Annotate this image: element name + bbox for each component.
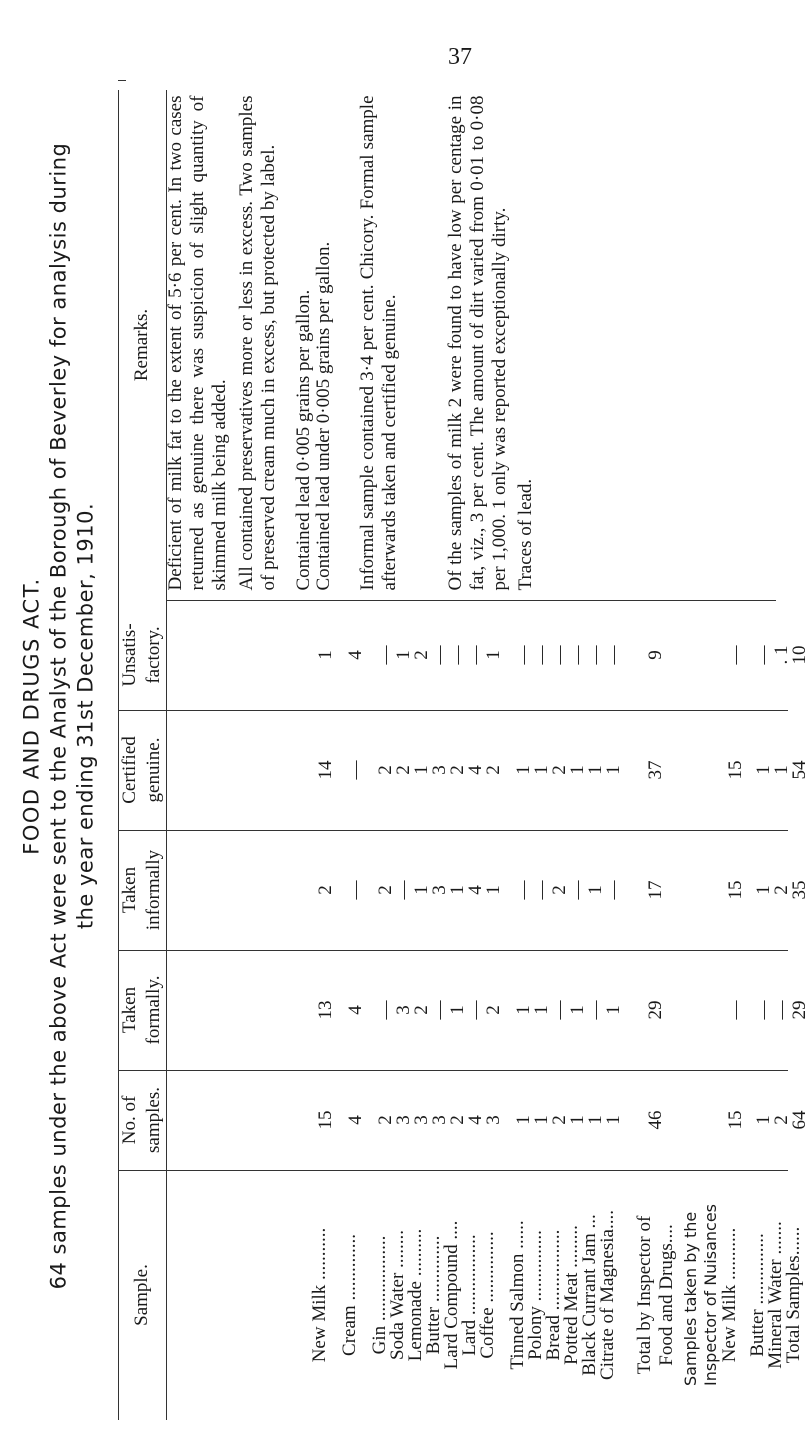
- cell-genuine: —: [345, 760, 366, 780]
- cell-formal: —: [375, 1000, 396, 1020]
- cell-informal: 2: [771, 885, 792, 895]
- cell-sample-name: Mineral Water .......: [765, 1221, 786, 1369]
- cell-informal: —: [393, 880, 414, 900]
- cell-informal: 1: [447, 885, 468, 895]
- cell-formal: 1: [603, 1005, 624, 1015]
- page-number: 37: [448, 44, 472, 70]
- cell-informal: 2: [375, 885, 396, 895]
- cell-sample-name: Polony ...............: [525, 1230, 546, 1360]
- cell-informal: 1: [585, 885, 606, 895]
- cell-genuine: 14: [315, 760, 336, 780]
- title-block: [0, 0, 118, 1432]
- cell-formal: —: [753, 1000, 774, 1020]
- cell-sample-name: Tinned Salmon ......: [507, 1220, 528, 1370]
- cell-informal: 1: [483, 885, 504, 895]
- cell-sample-name: Butter ..............: [423, 1235, 444, 1355]
- cell-sample-name: Black Currant Jam ...: [579, 1214, 600, 1376]
- cell-formal: —: [585, 1000, 606, 1020]
- subtitle-line-1: 64 samples under the above Act were sent to the Analyst of the Borough of Beverley for analysis during: [46, 142, 71, 1290]
- total-inspector-label-1: Total by Inspector of: [634, 1215, 655, 1375]
- cell-genuine: 1: [585, 765, 606, 775]
- cell-genuine: 4: [465, 765, 486, 775]
- cell-genuine: 2: [447, 765, 468, 775]
- cell-unsat: —: [429, 645, 450, 665]
- header-informal: Taken informally: [119, 849, 164, 931]
- cell-unsat: . 1: [771, 645, 792, 665]
- cell-sample-name: Lard .................: [459, 1234, 480, 1356]
- header-informal-cell: [118, 830, 166, 950]
- cell-genuine: 1: [753, 765, 774, 775]
- remark-item: [516, 90, 536, 595]
- cell-genuine: 2: [393, 765, 414, 775]
- cell-unsat: —: [375, 645, 396, 665]
- cell-formal: 1: [567, 1005, 588, 1015]
- remark-item: [165, 90, 230, 595]
- cell-no: 1: [513, 1115, 534, 1125]
- remark-item: [445, 90, 510, 595]
- cell-unsat: 10: [789, 645, 810, 665]
- cell-sample-name: Total Samples......: [783, 1226, 804, 1364]
- cell-informal: —: [513, 880, 534, 900]
- cell-genuine: 1: [513, 765, 534, 775]
- cell-unsat: —: [465, 645, 486, 665]
- cell-genuine: 54: [789, 760, 810, 780]
- remark-item: [350, 90, 408, 595]
- cell-informal: 15: [725, 880, 746, 900]
- cell-informal: 3: [429, 885, 450, 895]
- table-row: [405, 80, 432, 1420]
- header-remarks-cell: [118, 90, 166, 600]
- header-unsat-cell: [118, 600, 166, 710]
- cell-sample-name: Lemonade ..........: [405, 1228, 426, 1362]
- total-inspector-label-2: Food and Drugs....: [656, 1224, 677, 1366]
- cell-no: 3: [483, 1115, 504, 1125]
- cell-unsat: —: [567, 645, 588, 665]
- cell-sample-name: Citrate of Magnesia....: [597, 1210, 618, 1380]
- header-remarks: Remarks.: [131, 308, 152, 382]
- cell-sample-name: Butter ...............: [747, 1233, 768, 1357]
- remark-item: [314, 90, 334, 595]
- cell-genuine: 1: [567, 765, 588, 775]
- cell-unsat: —: [549, 645, 570, 665]
- cell-formal: 1: [447, 1005, 468, 1015]
- remark-text: Contained lead under 0·005 grains per gallon.: [313, 241, 334, 590]
- header-formal: Taken formally.: [119, 975, 164, 1045]
- cell-total-informal: 17: [645, 880, 666, 900]
- cell-formal: 3: [393, 1005, 414, 1015]
- remark-text: Of the samples of milk 2 were found to have low per centage in fat, viz., 3 per cent. The amount of dirt varied from 0·01 to 0·08 per 1,000. 1 only was reported exceptionally dirty.: [445, 95, 510, 590]
- cell-genuine: 2: [483, 765, 504, 775]
- cell-unsat: 1: [483, 650, 504, 660]
- remark-text: All contained preservatives more or less in excess. Two samples of preserved cream much in excess, but protected by label.: [236, 95, 279, 590]
- total-inspector-row: [634, 80, 677, 1420]
- cell-genuine: 1: [411, 765, 432, 775]
- cell-genuine: 1: [771, 765, 792, 775]
- cell-genuine: 2: [375, 765, 396, 775]
- cell-total-no: 46: [645, 1110, 666, 1130]
- cell-no: 2: [447, 1115, 468, 1125]
- cell-sample-name: New Milk ...........: [309, 1227, 330, 1363]
- cell-formal: 2: [411, 1005, 432, 1015]
- remark-item: [230, 90, 286, 595]
- cell-sample-name: Potted Meat .........: [561, 1225, 582, 1365]
- cell-sample-name: Bread .................: [543, 1229, 564, 1361]
- cell-no: 2: [375, 1115, 396, 1125]
- nuisances-header: [681, 1170, 720, 1420]
- cell-unsat: —: [531, 645, 552, 665]
- cell-informal: —: [531, 880, 552, 900]
- cell-no: 2: [771, 1115, 792, 1125]
- cell-unsat: 1: [315, 650, 336, 660]
- subtitle-line-2: the year ending 31st December, 1910.: [73, 502, 98, 930]
- cell-informal: —: [603, 880, 624, 900]
- act-title: FOOD AND DRUGS ACT.: [19, 577, 44, 855]
- cell-genuine: 15: [725, 760, 746, 780]
- nuisances-header-1: Samples taken by the: [681, 1211, 700, 1387]
- cell-no: 15: [725, 1110, 746, 1130]
- cell-formal: —: [465, 1000, 486, 1020]
- cell-informal: —: [567, 880, 588, 900]
- cell-genuine: 2: [549, 765, 570, 775]
- cell-no: 3: [393, 1115, 414, 1125]
- cell-formal: —: [725, 1000, 746, 1020]
- cell-no: 1: [603, 1115, 624, 1125]
- cell-unsat: 1: [393, 650, 414, 660]
- cell-formal: 13: [315, 1000, 336, 1020]
- header-no-cell: [118, 1070, 166, 1170]
- cell-formal: 2: [483, 1005, 504, 1015]
- header-formal-cell: [118, 950, 166, 1070]
- header-genuine-cell: [118, 710, 166, 830]
- cell-unsat: —: [753, 645, 774, 665]
- cell-unsat: —: [447, 645, 468, 665]
- samples-table: [118, 80, 810, 1432]
- cell-sample-name: Cream ..............: [339, 1234, 360, 1356]
- cell-informal: 4: [465, 885, 486, 895]
- cell-no: 4: [345, 1115, 366, 1125]
- header-samples-no: No. of samples.: [119, 1087, 164, 1153]
- cell-unsat: —: [725, 645, 746, 665]
- cell-total-unsat: 9: [645, 650, 666, 660]
- cell-no: 1: [585, 1115, 606, 1125]
- cell-sample-name: New Milk ...........: [719, 1227, 740, 1363]
- nuisances-header-2: Inspector of Nuisances: [701, 1203, 720, 1387]
- table-row: [783, 80, 810, 1420]
- remark-text: Deficient of milk fat to the extent of 5·6 per cent. In two cases returned as genuine there was suspicion of slight quantity of skimmed milk being added.: [165, 95, 230, 590]
- cell-no: 3: [411, 1115, 432, 1125]
- header-sample-cell: [118, 1170, 166, 1420]
- cell-total-genuine: 37: [645, 760, 666, 780]
- table-row: [765, 80, 792, 1420]
- cell-formal: —: [549, 1000, 570, 1020]
- cell-informal: 1: [753, 885, 774, 895]
- table-row: [747, 80, 774, 1420]
- cell-sample-name: Gin ..................: [369, 1235, 390, 1355]
- cell-unsat: —: [603, 645, 624, 665]
- table-row: [597, 80, 624, 1420]
- cell-total-formal: 29: [645, 1000, 666, 1020]
- cell-unsat: 2: [411, 650, 432, 660]
- cell-no: 1: [753, 1115, 774, 1125]
- cell-informal: 2: [315, 885, 336, 895]
- cell-formal: 1: [531, 1005, 552, 1015]
- remark-text: Informal sample contained 3·4 per cent. Chicory. Formal sample afterwards taken and certified genuine.: [357, 95, 400, 590]
- remark-text: Contained lead 0·005 grains per gallon.: [292, 289, 314, 590]
- cell-sample-name: Soda Water ........: [387, 1229, 408, 1361]
- cell-sample-name: Coffee ...............: [477, 1231, 498, 1359]
- cell-no: 2: [549, 1115, 570, 1125]
- cell-formal: 1: [513, 1005, 534, 1015]
- cell-genuine: 1: [603, 765, 624, 775]
- cell-unsat: —: [513, 645, 534, 665]
- cell-formal: —: [771, 1000, 792, 1020]
- remark-text: Traces of lead.: [515, 478, 536, 590]
- cell-informal: 2: [549, 885, 570, 895]
- header-genuine: Certified genuine.: [119, 736, 164, 804]
- table-row: [719, 80, 746, 1420]
- cell-no: 3: [429, 1115, 450, 1125]
- header-unsatisfactory: Unsatis- factory.: [119, 623, 164, 687]
- cell-no: 15: [315, 1110, 336, 1130]
- cell-genuine: 1: [531, 765, 552, 775]
- remark-item: [293, 90, 314, 595]
- cell-no: 1: [567, 1115, 588, 1125]
- cell-no: 1: [531, 1115, 552, 1125]
- table-row: [543, 80, 570, 1420]
- cell-informal: 35: [789, 880, 810, 900]
- total-inspector-label: [634, 1216, 678, 1375]
- cell-sample-name: Lard Compound ....: [441, 1220, 462, 1370]
- cell-genuine: 3: [429, 765, 450, 775]
- cell-unsat: —: [585, 645, 606, 665]
- cell-formal: 29: [789, 1000, 810, 1020]
- cell-formal: 4: [345, 1005, 366, 1015]
- cell-unsat: 4: [345, 650, 366, 660]
- cell-informal: —: [345, 880, 366, 900]
- cell-formal: —: [429, 1000, 450, 1020]
- cell-no: 64: [789, 1110, 810, 1130]
- cell-informal: 1: [411, 885, 432, 895]
- header-sample: Sample.: [131, 1264, 152, 1326]
- cell-no: 4: [465, 1115, 486, 1125]
